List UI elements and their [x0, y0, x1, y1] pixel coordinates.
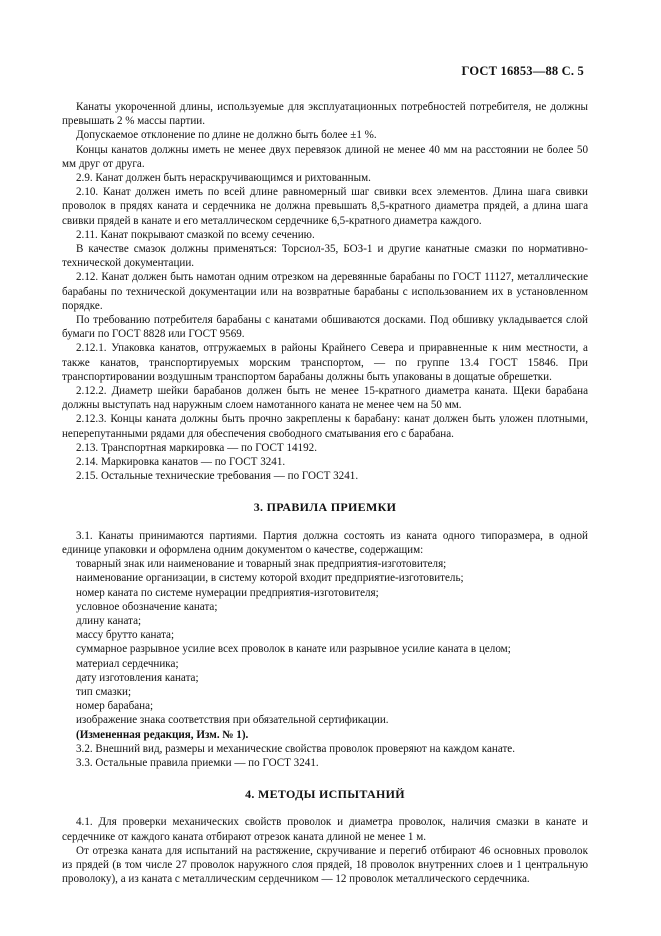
list-item: материал сердечника;: [76, 657, 179, 670]
paragraph: Допускаемое отклонение по длине не должно быть более ±1 %.: [76, 129, 377, 142]
list-item: условное обозначение каната;: [76, 600, 218, 613]
section4-body: [62, 815, 588, 886]
paragraph: 3.3. Остальные правила приемки — по ГОСТ 3241.: [76, 756, 319, 769]
paragraph: 2.9. Канат должен быть нераскручивающимся и рихтованным.: [76, 172, 371, 185]
paragraph: 2.10. Канат должен иметь по всей длине равномерный шаг свивки всех элементов. Длина шага свивки проволок в прядях каната и сердечника не должна превышать 8,5-кратного диаметра прядей, а длина шага свивки прядей в канате и его металлическом сердечнике 6,5-кратного диаметра каждого.: [62, 186, 588, 227]
paragraph: 2.14. Маркировка канатов — по ГОСТ 3241.: [76, 456, 286, 469]
paragraph: 2.12.1. Упаковка канатов, отгружаемых в районы Крайнего Севера и приравненные к ним местности, а также канатов, транспортируемых морским транспортом, — по группе 13.4 ГОСТ 15846. При транспортировании воздушным транспортом барабаны должны быть упакованы в дощатые обрешетки.: [62, 342, 588, 383]
paragraph: 2.12.2. Диаметр шейки барабанов должен быть не менее 15-кратного диаметра каната. Щеки барабана должны выступать над наружным слоем намотанного каната не менее чем на 50 мм.: [62, 385, 588, 412]
list-item: дату изготовления каната;: [76, 671, 199, 684]
list-item: номер каната по системе нумерации предприятия-изготовителя;: [76, 586, 379, 599]
section3-body: [62, 529, 588, 770]
list-item: товарный знак или наименование и товарный знак предприятия-изготовителя;: [76, 558, 447, 571]
paragraph: Канаты укороченной длины, используемые для эксплуатационных потребностей потребителя, не должны превышать 2 % массы партии.: [62, 101, 588, 128]
list-item: изображение знака соответствия при обязательной сертификации.: [76, 714, 389, 727]
paragraph: 2.15. Остальные технические требования — по ГОСТ 3241.: [76, 470, 359, 483]
list-item: массу брутто каната;: [76, 629, 175, 642]
paragraph: По требованию потребителя барабаны с канатами обшиваются досками. Под обшивку укладывается слой бумаги по ГОСТ 8828 или ГОСТ 9569.: [62, 314, 588, 341]
list-item: тип смазки;: [76, 685, 132, 698]
list-item: номер барабана;: [76, 700, 154, 713]
list-item: длину каната;: [76, 614, 142, 627]
section3-heading: 3. ПРАВИЛА ПРИЕМКИ: [253, 500, 397, 515]
paragraph: 3.2. Внешний вид, размеры и механические свойства проволок проверяют на каждом канате.: [76, 742, 516, 755]
paragraph: 2.11. Канат покрывают смазкой по всему сечению.: [76, 228, 315, 241]
list-item: суммарное разрывное усилие всех проволок в канате или разрывное усилие каната в целом;: [76, 643, 511, 656]
paragraph: 4.1. Для проверки механических свойств проволок и диаметра проволок, наличия смазки в канате и сердечнике от каждого каната отбирают отрезок каната длиной не менее 1 м.: [62, 816, 588, 843]
list-item: наименование организации, в систему которой входит предприятие-изготовитель;: [76, 572, 464, 585]
paragraph: 2.12. Канат должен быть намотан одним отрезком на деревянные барабаны по ГОСТ 11127, металлические барабаны по технической документации или на возвратные барабаны с использованием их в установленном порядке.: [62, 271, 588, 312]
document-body: [62, 100, 588, 886]
paragraph: От отрезка каната для испытаний на растяжение, скручивание и перегиб отбирают 46 основных проволок из прядей (в том числе 27 проволок наружного слоя прядей, 18 проволок внутренних слоев и 1 центральную проволоку), а из каната с металлическим сердечником — 12 проволок металлического сердечника.: [62, 844, 588, 886]
section4-heading: 4. МЕТОДЫ ИСПЫТАНИЙ: [245, 787, 405, 802]
paragraph: 3.1. Канаты принимаются партиями. Партия должна состоять из каната одного типоразмера, в одной единице упаковки и оформлена одним документом о качестве, содержащим:: [62, 529, 588, 556]
revision-note: (Измененная редакция, Изм. № 1).: [76, 728, 249, 741]
paragraph: 2.13. Транспортная маркировка — по ГОСТ 14192.: [76, 441, 317, 454]
paragraph: 2.12.3. Концы каната должны быть прочно закреплены к барабану: канат должен быть уложен плотными, неперепутанными рядами для обеспечения свободного сматывания его с барабана.: [62, 413, 588, 440]
paragraph: В качестве смазок должны применяться: Торсиол-35, БОЗ-1 и другие канатные смазки по нормативно-технической документации.: [62, 243, 588, 270]
paragraph: Концы канатов должны иметь не менее двух перевязок длиной не менее 40 мм на расстоянии не более 50 мм друг от друга.: [62, 143, 588, 170]
section2-continuation: [62, 100, 588, 483]
page-header: ГОСТ 16853—88 С. 5: [461, 64, 584, 78]
